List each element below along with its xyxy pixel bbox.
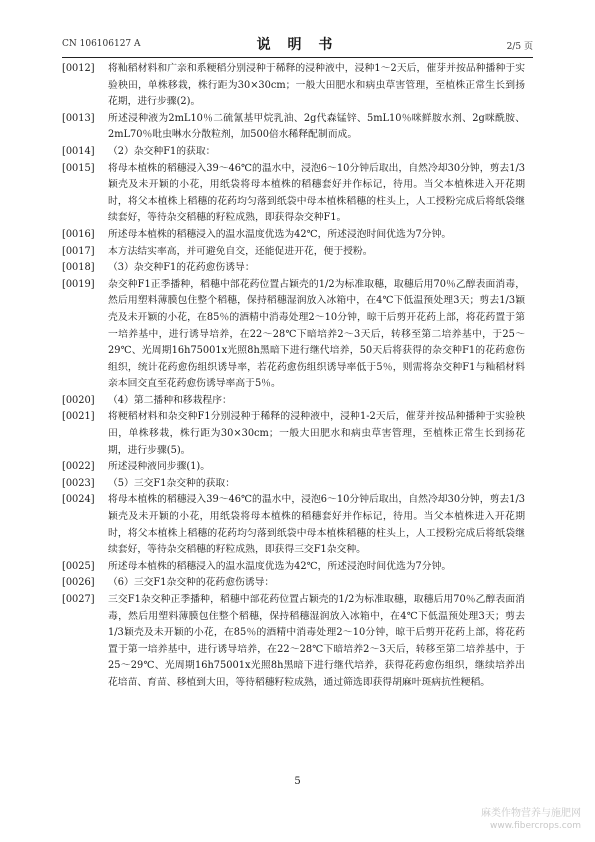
paragraph-number: [0024]: [62, 494, 95, 506]
paragraph-number: [0013]: [62, 112, 95, 124]
paragraph-number: [0027]: [62, 594, 95, 605]
paragraph-number: [0020]: [62, 394, 95, 406]
paragraph-text: （4）第二播种和移栽程序：: [108, 394, 232, 406]
paragraph: [62, 476, 525, 493]
document-title: 说 明 书: [256, 37, 339, 53]
paragraph: [62, 559, 525, 576]
paragraph: [62, 277, 525, 393]
paragraph-text: 所述浸种液为2mL10％二硫氰基甲烷乳油、2g代森锰锌、5mL10％咪鲜胺水剂、2g咪酰胺、2mL70％吡虫啉水分散粒剂，加500倍水稀释配制而成。: [108, 112, 525, 141]
paragraph-text: 所述母本植株的稻穗浸入的温水温度优选为42℃，所述浸泡时间优选为7分钟。: [108, 560, 452, 572]
page-number: 5: [294, 776, 301, 787]
paragraph: [62, 144, 525, 161]
paragraph-number: [0017]: [62, 245, 95, 257]
document-id: CN 106106127 A: [62, 39, 141, 49]
paragraph: [62, 393, 525, 410]
paragraph-number: [0022]: [62, 461, 95, 473]
paragraph-text: 杂交种F1正季播种，稻穗中部花药位置占颖壳的1/2为标准取穗，取穗后用70％乙醇表面消毒，然后用塑料薄膜包住整个稻穗，保持稻穗湿润放入冰箱中，在4℃下低温预处理3天；剪去1/3颖壳及未开颖的小花，在85％的酒精中消毒处理2～10分钟，晾干后剪开花药上部，将花药置于第一培养基中，进行诱导培养，在22～28℃下暗培养2～3天后，转移至第二培养基中，于25～29℃、光周期16h75001x光照8h黑暗下进行继代培养，50天后将获得的杂交种F1的花药愈伤组织，统计花药愈伤组织诱导率，若花药愈伤组织诱导率低于5％，则需将杂交种F1与籼稻材料亲本回交直至花药愈伤诱导率高于5％。: [108, 278, 525, 390]
paragraph-number: [0018]: [62, 262, 95, 274]
page-header: [62, 34, 533, 54]
header-rule: [62, 57, 533, 58]
paragraph-text: （2）杂交种F1的获取：: [108, 145, 216, 157]
paragraph-text: 所述母本植株的稻穗浸入的温水温度优选为42℃，所述浸泡时间优选为7分钟。: [108, 228, 452, 240]
paragraph-number: [0019]: [62, 278, 95, 290]
paragraph-number: [0021]: [62, 411, 95, 423]
paragraph: [62, 244, 525, 261]
paragraph: [62, 161, 525, 227]
paragraph-number: [0015]: [62, 162, 95, 174]
paragraph-text: 将母本植株的稻穗浸入39～46℃的温水中，浸泡6～10分钟后取出，自然冷却30分钟，剪去1/3颖壳及未开颖的小花，用纸袋将母本植株的稻穗套好并作标记，待用。当父本植株进入开花期时，将父本植株上稻穗的花药均匀落到纸袋中母本植株稻穗的柱头上，人工授粉完成后将纸袋继续套好，等待杂交稻穗的籽粒成熟，即获得杂交种F1。: [108, 162, 525, 224]
paragraph: [62, 409, 525, 459]
paragraph-text: 将母本植株的稻穗浸入39～46℃的温水中，浸泡6～10分钟后取出，自然冷却30分钟，剪去1/3颖壳及未开颖的小花，用纸袋将母本植株的稻穗套好并作标记，待用。当父本植株进入开花期时，将父本植株上稻穗的花药均匀落到纸袋中母本植株稻穗的柱头上，人工授粉完成后将纸袋继续套好，等待杂交稻穗的籽粒成熟，即获得三交F1杂交种。: [108, 494, 525, 556]
paragraph-text: （3）杂交种F1的花药愈伤诱导：: [108, 262, 255, 274]
paragraph-text: 所述浸种液同步骤(1)。: [108, 461, 211, 473]
paragraph-number: [0026]: [62, 577, 95, 589]
paragraph-text: 将粳稻材料和杂交种F1分别浸种于稀释的浸种液中，浸种1-2天后，催芽并按品种播种于实验秧田，单株移栽，株行距为30×30cm；一般大田肥水和病虫草害管理，至植株正常生长到扬花期，进行步骤(5)。: [108, 411, 525, 456]
paragraph: [62, 61, 525, 111]
paragraph-number: [0016]: [62, 228, 95, 240]
page-info: 2/5 页: [506, 42, 533, 52]
paragraph-number: [0023]: [62, 477, 95, 489]
paragraph: [62, 575, 525, 592]
paragraph: [62, 459, 525, 476]
paragraph: [62, 492, 525, 558]
paragraph-number: [0025]: [62, 560, 95, 572]
watermark: [481, 808, 581, 832]
paragraph-number: [0012]: [62, 63, 95, 74]
paragraph-text: （6）三交F1杂交种的花药愈伤诱导：: [108, 577, 275, 589]
watermark-url: www.fibercrops.com: [490, 821, 581, 831]
paragraph: [62, 227, 525, 244]
paragraph-text: （5）三交F1杂交种的获取：: [108, 477, 236, 489]
document-body: [62, 61, 525, 692]
watermark-site-name: 麻类作物营养与施肥网: [481, 808, 581, 819]
paragraph-number: [0014]: [62, 145, 95, 157]
paragraph-text: 将籼稻材料和广亲和系粳稻分别浸种于稀释的浸种液中，浸种1～2天后，催芽并按品种播种于实验秧田，单株移栽，株行距为30×30cm；一般大田肥水和病虫草害管理，至植株正常生长到扬花期，进行步骤(2)。: [108, 63, 525, 108]
paragraph-text: 三交F1杂交种正季播种，稻穗中部花药位置占颖壳的1/2为标准取穗，取穗后用70％乙醇表面消毒，然后用塑料薄膜包住整个稻穗，保持稻穗湿润放入冰箱中，在4℃下低温预处理3天；剪去1/3颖壳及未开颖的小花，在85％的酒精中消毒处理2～10分钟，晾干后剪开花药上部，将花药置于第一培养基中，进行诱导培养，在22～28℃下暗培养2～3天后，转移至第二培养基中，于25～29℃、光周期16h75001x光照8h黑暗下进行继代培养，获得花药愈伤组织，继续培养出花培苗、育苗、移植到大田，等待稻穗籽粒成熟，通过筛选即获得胡麻叶斑病抗性粳稻。: [108, 594, 525, 688]
paragraph: [62, 111, 525, 144]
paragraph: [62, 260, 525, 277]
paragraph: [62, 592, 525, 692]
paragraph-text: 本方法结实率高，并可避免自交，还能促进开花，便于授粉。: [108, 245, 373, 257]
